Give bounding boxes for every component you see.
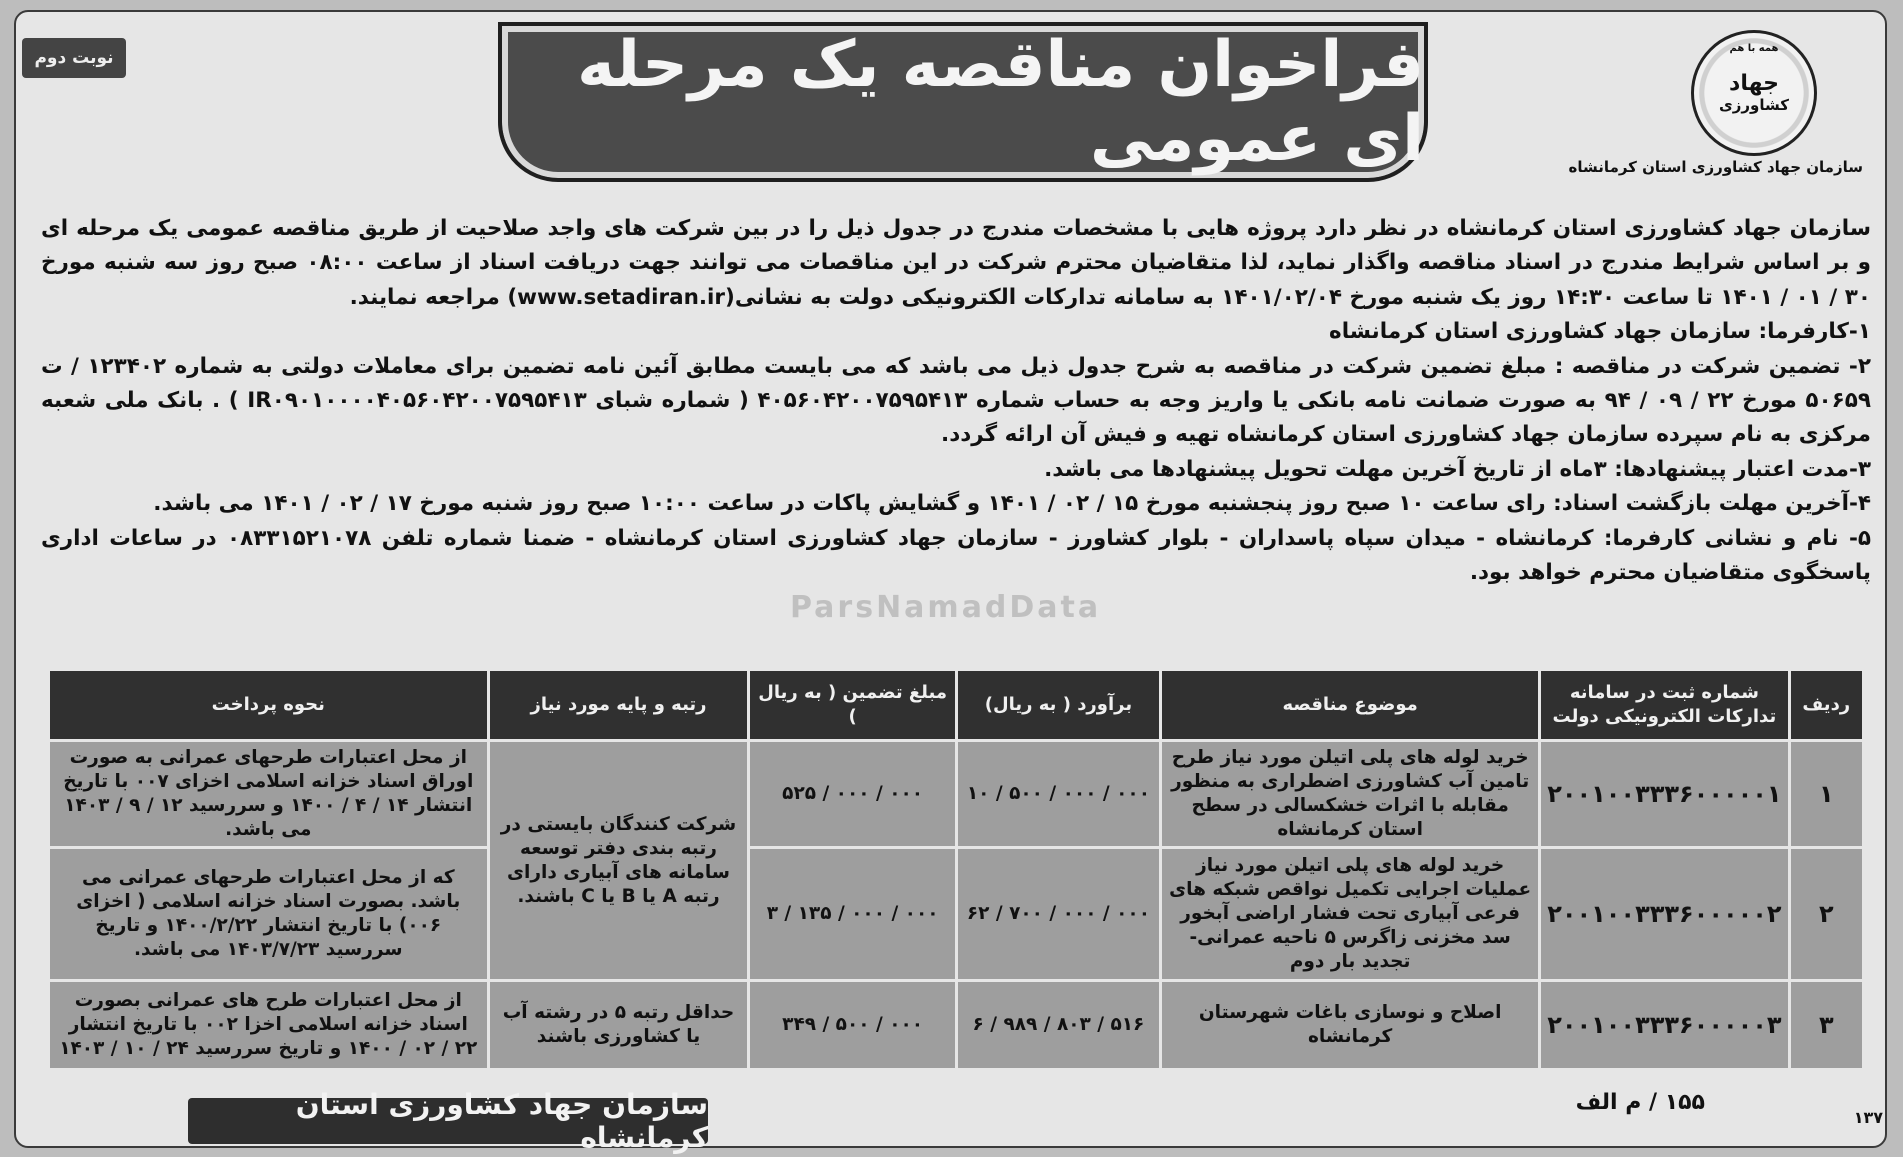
seal-line-2: کشاورزی <box>1719 96 1789 114</box>
watermark: ParsNamadData <box>790 590 1102 625</box>
seal-motto: همه با هم <box>1729 43 1779 54</box>
seal-line-1: جهاد <box>1729 71 1779 96</box>
title-banner <box>498 22 1428 182</box>
required-rank: حداقل رتبه ۵ در رشته آب یا کشاورزی باشند <box>490 982 748 1068</box>
payment-method: از محل اعتبارات طرح های عمرانی بصورت اسناد خزانه اسلامی اخزا ۰۰۲ با تاریخ انتشار ۲۲ / ۰۲ / ۱۴۰۰ و تاریخ سررسید ۲۴ / ۱۰ / ۱۴۰۳ <box>50 982 487 1068</box>
registration-number: ۲۰۰۱۰۰۳۳۳۶۰۰۰۰۰۲ <box>1541 849 1787 979</box>
row-no: ۳ <box>1791 982 1862 1068</box>
intro-text-2: ) مراجعه نمایند. <box>349 284 518 310</box>
table-header-row <box>50 671 1862 739</box>
row-no: ۲ <box>1791 849 1862 979</box>
publication-round-badge: نوبت دوم <box>22 38 126 78</box>
guarantee-amount: ۵۲۵ / ۰۰۰ / ۰۰۰ <box>750 742 954 846</box>
estimate-amount: ۱۰ / ۵۰۰ / ۰۰۰ / ۰۰۰ <box>958 742 1159 846</box>
setadiran-link[interactable]: www.setadiran.ir <box>517 284 726 310</box>
item-address: ۵- نام و نشانی کارفرما: کرمانشاه - میدان سپاه پاسداران - بلوار کشاورز - سازمان جهاد کشاورزی استان کرمانشاه - ضمنا شماره تلفن ۰۸۳۳۱۵۲۱۰۷۸ در ساعات اداری پاسخگوی متقاضیان محترم خواهد بود. <box>41 525 1871 586</box>
tender-subject: خرید لوله های پلی اتیلن مورد نیاز عملیات اجرایی تکمیل نواقص شبکه های فرعی آبیاری تحت فشار اراضی آبخور سد مخزنی زاگرس ۵ ناحیه عمرانی- تجدید بار دوم <box>1162 849 1538 979</box>
intro-text-1: سازمان جهاد کشاورزی استان کرمانشاه در نظر دارد پروژه هایی با مشخصات مندرج در جدول ذیل را در بین شرکت های واجد صلاحیت از طریق مناقصه عمومی یک مرحله ای و بر اساس شرایط مندرج در اسناد مناقصه واگذار نماید، لذا متقاضیان محترم شرکت در این مناقصات می توانند جهت دریافت اسناد از ساعت ۰۸:۰۰ صبح روز سه شنبه مورخ ۳۰ / ۰۱ / ۱۴۰۱ تا ساعت ۱۴:۳۰ روز یک شنبه مورخ ۱۴۰۱/۰۲/۰۴ به سامانه تدارکات الکترونیکی دولت به نشانی( <box>41 216 1872 310</box>
page-number: ۱۳۷ <box>1853 1108 1883 1127</box>
required-rank-shared: شرکت کنندگان بایستی در رتبه بندی دفتر توسعه سامانه های آبیاری دارای رتبه A یا B یا C باشند. <box>490 742 748 979</box>
registration-number: ۲۰۰۱۰۰۳۳۳۶۰۰۰۰۰۱ <box>1541 742 1787 846</box>
tenders-table <box>47 668 1865 1071</box>
guarantee-amount: ۳۴۹ / ۵۰۰ / ۰۰۰ <box>750 982 954 1068</box>
intro-paragraph <box>41 212 1871 315</box>
item-validity: ۳-مدت اعتبار پیشنهادها: ۳ماه از تاریخ آخرین مهلت تحویل پیشنهادها می باشد. <box>1044 456 1871 482</box>
reference-code: ۱۵۵ / م الف <box>1575 1090 1705 1115</box>
header-subject: موضوع مناقصه <box>1162 671 1538 739</box>
payment-method: که از محل اعتبارات طرحهای عمرانی می باشد. بصورت اسناد خزانه اسلامی ( اخزای ۰۰۶) با تاریخ انتشار ۱۴۰۰/۲/۲۲ و تاریخ سررسید ۱۴۰۳/۷/۲۳ می باشد. <box>50 849 487 979</box>
item-guarantee: ۲- تضمین شرکت در مناقصه : مبلغ تضمین شرکت در مناقصه به شرح جدول ذیل می باشد که می بایست مطابق آئین نامه تضمین برای معاملات دولتی به شماره ۱۲۳۴۰۲ / ت ۵۰۶۵۹ مورخ ۲۲ / ۰۹ / ۹۴ به صورت ضمانت نامه بانکی یا واریز وجه به حساب شماره ۴۰۵۶۰۴۲۰۰۷۵۹۵۴۱۳ ( شماره شبای IR۰۹۰۱۰۰۰۰۴۰۵۶۰۴۲۰۰۷۵۹۵۴۱۳ ) . بانک ملی شعبه مرکزی به نام سپرده سازمان جهاد کشاورزی استان کرمانشاه تهیه و فیش آن ارائه گردد. <box>41 353 1871 448</box>
notice-body <box>41 212 1871 590</box>
header-registration: شماره ثبت در سامانه تدارکات الکترونیکی دولت <box>1541 671 1787 739</box>
payment-method: از محل اعتبارات طرحهای عمرانی به صورت اوراق اسناد خزانه اسلامی اخزای ۰۰۷ با تاریخ انتشار ۱۴ / ۴ / ۱۴۰۰ و سررسید ۱۲ / ۹ / ۱۴۰۳ می باشد. <box>50 742 487 846</box>
header-payment: نحوه پرداخت <box>50 671 487 739</box>
item-deadline: ۴-آخرین مهلت بازگشت اسناد: رای ساعت ۱۰ صبح روز پنجشنبه مورخ ۱۵ / ۰۲ / ۱۴۰۱ و گشایش پاکات در ساعت ۱۰:۰۰ صبح روز شنبه مورخ ۱۷ / ۰۲ / ۱۴۰۱ می باشد. <box>153 491 1871 517</box>
estimate-amount: ۶۲ / ۷۰۰ / ۰۰۰ / ۰۰۰ <box>958 849 1159 979</box>
table-row <box>50 982 1862 1068</box>
footer-org-banner: سازمان جهاد کشاورزی استان کرمانشاه <box>188 1098 708 1144</box>
tender-subject: خرید لوله های پلی اتیلن مورد نیاز طرح تامین آب کشاورزی اضطراری به منظور مقابله با اثرات خشکسالی در سطح استان کرمانشاه <box>1162 742 1538 846</box>
registration-number: ۲۰۰۱۰۰۳۳۳۶۰۰۰۰۰۳ <box>1541 982 1787 1068</box>
notice-title: فراخوان مناقصه یک مرحله ای عمومی <box>577 28 1424 176</box>
estimate-amount: ۶ / ۹۸۹ / ۸۰۳ / ۵۱۶ <box>958 982 1159 1068</box>
header-estimate: برآورد ( به ریال) <box>958 671 1159 739</box>
header-row-no: ردیف <box>1791 671 1862 739</box>
table-row <box>50 849 1862 979</box>
tender-subject: اصلاح و نوسازی باغات شهرستان کرمانشاه <box>1162 982 1538 1068</box>
row-no: ۱ <box>1791 742 1862 846</box>
header-rank: رتبه و پایه مورد نیاز <box>490 671 748 739</box>
guarantee-amount: ۳ / ۱۳۵ / ۰۰۰ / ۰۰۰ <box>750 849 954 979</box>
table-row <box>50 742 1862 846</box>
item-employer: ۱-کارفرما: سازمان جهاد کشاورزی استان کرمانشاه <box>1329 319 1871 345</box>
org-name-under-logo: سازمان جهاد کشاورزی استان کرمانشاه <box>1568 158 1863 176</box>
header-guarantee: مبلغ تضمین ( به ریال ) <box>750 671 954 739</box>
org-seal-logo <box>1691 30 1817 156</box>
